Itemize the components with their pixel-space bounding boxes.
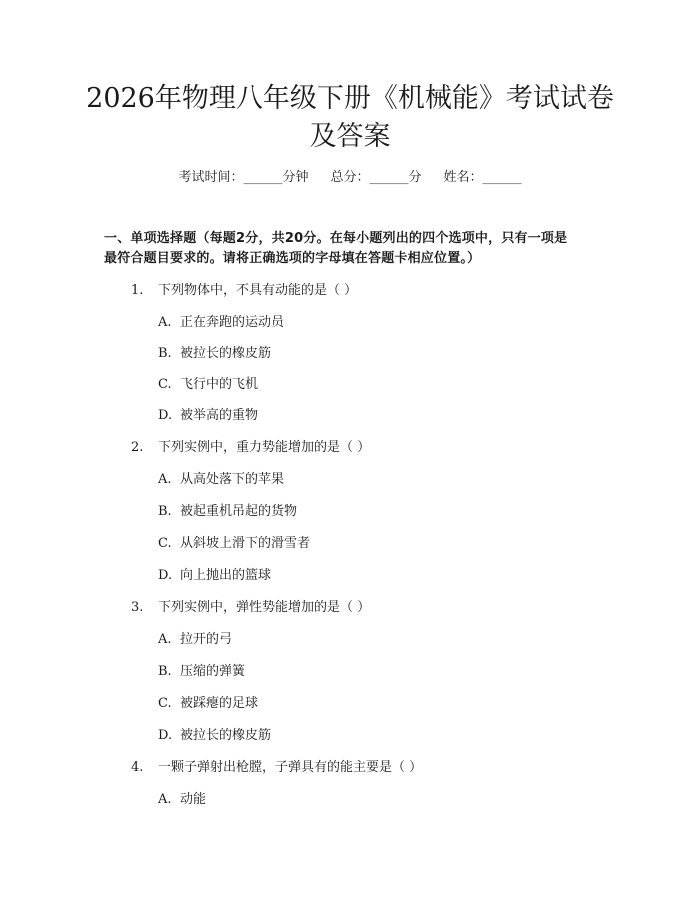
- question-3-option-b: [158, 662, 245, 682]
- option-text: 拉开的弓: [180, 632, 233, 647]
- option-text: 被举高的重物: [180, 408, 259, 423]
- question-1-option-d: [158, 406, 258, 426]
- exam-info-line: [0, 168, 700, 188]
- question-text: 一颗子弹射出枪膛，子弹具有的能主要是（ ）: [158, 760, 423, 775]
- option-text: 从高处落下的苹果: [180, 472, 285, 487]
- option-letter: D.: [158, 568, 173, 583]
- question-text: 下列物体中，不具有动能的是（ ）: [158, 283, 358, 298]
- option-letter: A.: [158, 792, 172, 807]
- option-text: 正在奔跑的运动员: [180, 315, 285, 330]
- option-letter: C.: [158, 536, 172, 551]
- question-2-option-a: [158, 470, 284, 490]
- question-2: [131, 438, 370, 458]
- question-number: 1.: [131, 283, 144, 298]
- question-number: 2.: [131, 440, 144, 455]
- question-text: 下列实例中，弹性势能增加的是（ ）: [158, 600, 371, 615]
- option-text: 向上抛出的篮球: [180, 568, 272, 583]
- option-text: 被踩瘪的足球: [180, 696, 259, 711]
- question-3: [131, 598, 370, 618]
- option-letter: C.: [158, 696, 172, 711]
- student-name-field: 姓名：______: [443, 170, 522, 185]
- option-text: 被起重机吊起的货物: [180, 504, 298, 519]
- option-letter: A.: [158, 315, 172, 330]
- option-text: 被拉长的橡皮筋: [180, 346, 272, 361]
- total-score-field: 总分：______分: [330, 170, 422, 185]
- option-text: 从斜坡上滑下的滑雪者: [180, 536, 311, 551]
- section-heading-continued: 最符合题目要求的。请将正确选项的字母填在答题卡相应位置。）: [104, 251, 481, 266]
- option-letter: D.: [158, 408, 173, 423]
- option-letter: B.: [158, 504, 172, 519]
- question-1-option-c: [158, 375, 258, 395]
- option-letter: C.: [158, 377, 172, 392]
- question-2-option-d: [158, 566, 271, 586]
- section-heading: 一、单项选择题（每题2分，共20分。在每小题列出的四个选项中，只有一项是: [104, 231, 568, 246]
- option-letter: A.: [158, 472, 172, 487]
- option-letter: B.: [158, 664, 172, 679]
- option-text: 动能: [180, 792, 207, 807]
- question-4: [131, 758, 422, 778]
- page-title-continued: 及答案: [309, 121, 391, 152]
- option-letter: B.: [158, 346, 172, 361]
- option-text: 压缩的弹簧: [180, 664, 246, 679]
- question-number: 4.: [131, 760, 144, 775]
- question-number: 3.: [131, 600, 144, 615]
- option-text: 被拉长的橡皮筋: [180, 728, 272, 743]
- question-text: 下列实例中，重力势能增加的是（ ）: [158, 440, 371, 455]
- page-title: 2026年物理八年级下册《机械能》考试试卷: [86, 83, 614, 114]
- question-4-option-a: [158, 790, 206, 810]
- option-letter: D.: [158, 728, 173, 743]
- option-letter: A.: [158, 632, 172, 647]
- question-1: [131, 281, 357, 301]
- question-3-option-d: [158, 726, 271, 746]
- question-1-option-a: [158, 313, 284, 333]
- question-1-option-b: [158, 344, 271, 364]
- question-2-option-c: [158, 534, 310, 554]
- question-3-option-c: [158, 694, 258, 714]
- question-2-option-b: [158, 502, 297, 522]
- exam-time-field: 考试时间：______分钟: [178, 170, 309, 185]
- question-3-option-a: [158, 630, 232, 650]
- option-text: 飞行中的飞机: [180, 377, 259, 392]
